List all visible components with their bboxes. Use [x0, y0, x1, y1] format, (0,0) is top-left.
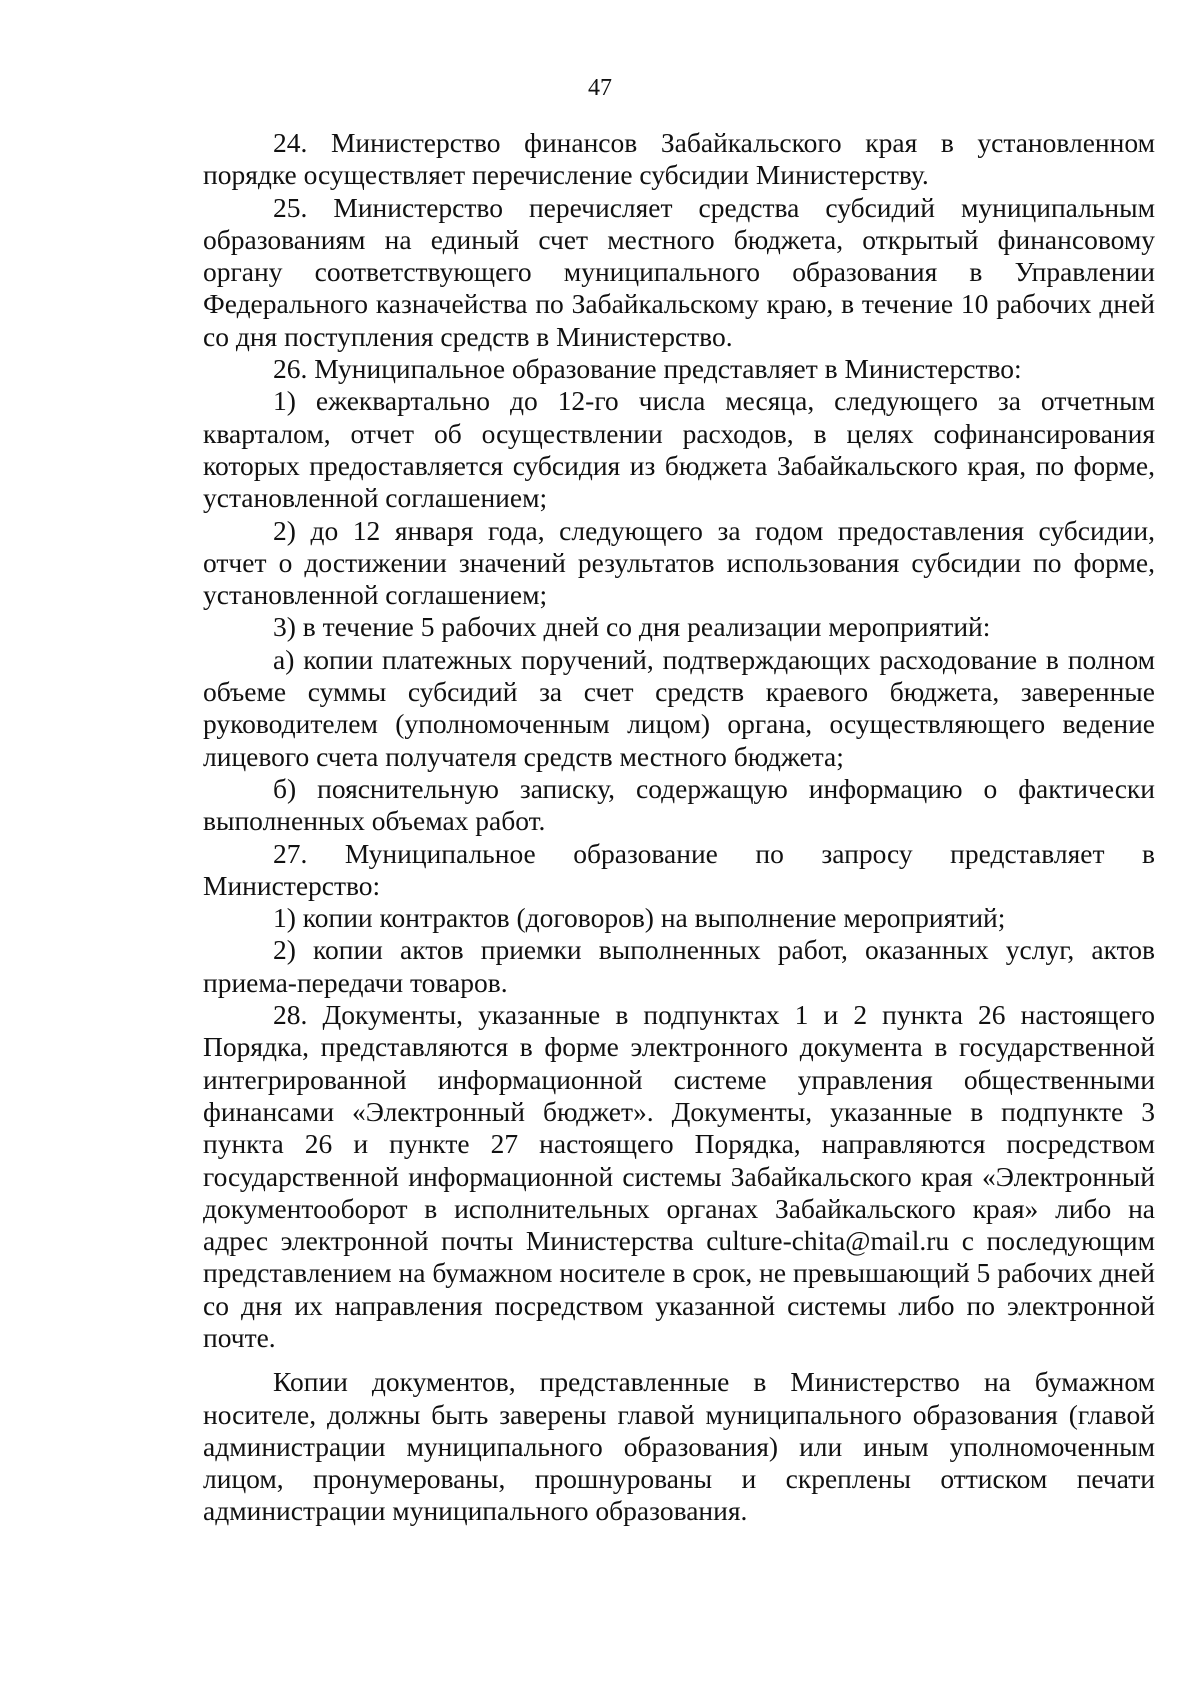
paragraph-26-item-3: 3) в течение 5 рабочих дней со дня реализации мероприятий:: [273, 611, 991, 643]
paragraph-26-item-3a: а) копии платежных поручений, подтверждающих расходование в полном объеме суммы субсидий за счет средств краевого бюджета, заверенные руководителем (уполномоченным лицом) органа, осуществляющего ведение лицевого счета получателя средств местного бюджета;: [203, 643, 1155, 772]
page-number: 47: [588, 75, 612, 101]
paragraph-27: 27. Муниципальное образование по запросу представляет в Министерство:: [203, 837, 1155, 901]
paragraph-27-item-2: 2) копии актов приемки выполненных работ, оказанных услуг, актов приема-передачи товаров.: [203, 934, 1155, 998]
paragraph-26-item-3b: б) пояснительную записку, содержащую информацию о фактически выполненных объемах работ.: [203, 772, 1155, 837]
paragraph-28: 28. Документы, указанные в подпунктах 1 и 2 пункта 26 настоящего Порядка, представляются в форме электронного документа в государственной интегрированной информационной системе управления общественными финансами «Электронный бюджет». Документы, указанные в подпункте 3 пункта 26 и пункте 27 настоящего Порядка, направляются посредством государственной информационной системы Забайкальского края «Электронный документооборот в исполнительных органах Забайкальского края» либо на адрес электронной почты Министерства culture-chita@mail.ru с последующим представлением на бумажном носителе в срок, не превышающий 5 рабочих дней со дня их направления посредством указанной системы либо по электронной почте.: [203, 999, 1155, 1353]
paragraph-copies: Копии документов, представленные в Министерство на бумажном носителе, должны быть заверены главой муниципального образования (главой администрации муниципального образования) или иным уполномоченным лицом, пронумерованы, прошнурованы и скреплены оттиском печати администрации муниципального образования.: [203, 1366, 1155, 1527]
paragraph-27-item-1: 1) копии контрактов (договоров) на выполнение мероприятий;: [273, 902, 1006, 934]
paragraph-25: 25. Министерство перечисляет средства субсидий муниципальным образованиям на единый счет местного бюджета, открытый финансовому органу соответствующего муниципального образования в Управлении Федерального казначейства по Забайкальскому краю, в течение 10 рабочих дней со дня поступления средств в Министерство.: [203, 191, 1155, 352]
paragraph-26-item-1: 1) ежеквартально до 12-го числа месяца, следующего за отчетным кварталом, отчет об осуществлении расходов, в целях софинансирования которых предоставляется субсидия из бюджета Забайкальского края, по форме, установленной соглашением;: [203, 385, 1155, 514]
paragraph-26: 26. Муниципальное образование представляет в Министерство:: [273, 353, 1022, 385]
paragraph-24: 24. Министерство финансов Забайкальского края в установленном порядке осуществляет перечисление субсидии Министерству.: [203, 127, 1155, 191]
paragraph-26-item-2: 2) до 12 января года, следующего за годом предоставления субсидии, отчет о достижении значений результатов использования субсидии по форме, установленной соглашением;: [203, 514, 1155, 611]
document-body: [203, 127, 1155, 1528]
